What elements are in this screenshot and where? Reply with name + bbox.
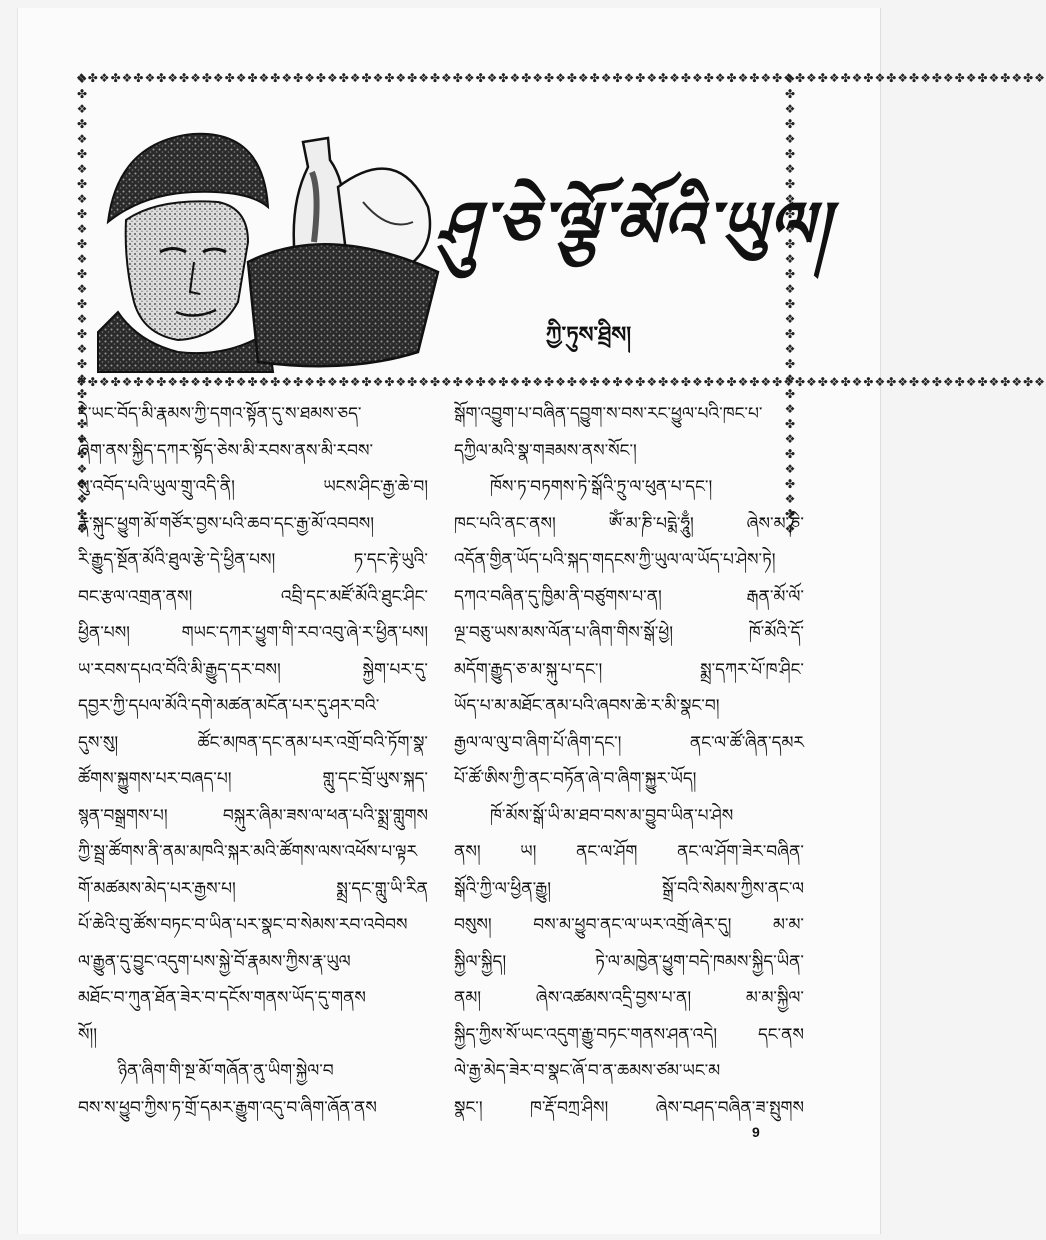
body-line: ཁོས་ཏ་བཏགས་ཏེ་སྒོའི་ཏྲུ་ལ་ཕུན་པ་དང་།: [490, 477, 713, 497]
ornamental-border-bottom: ❖✤❖✤❖✤❖✤❖✤❖✤❖✤❖✤❖✤❖✤❖✤❖✤❖✤❖✤❖✤❖✤❖✤❖✤❖✤❖✤❖✤❖✤❖✤❖✤❖✤❖✤❖✤❖✤❖✤❖✤❖✤❖✤❖✤❖✤❖✤❖✤❖✤❖✤❖✤❖✤❖✤❖✤❖: [76, 375, 1046, 389]
body-line: སྙན་བསྒྲགས་པ། བསྐུར་ཞིམ་ཟས་ལ་ཕན་པའི་སྨྲ་གླུགས: [78, 805, 428, 826]
ornamental-border-left: ❖✤❖✤❖✤❖✤❖✤❖✤❖✤❖✤❖✤❖✤❖✤❖✤❖✤❖✤❖✤❖: [75, 72, 89, 537]
body-line: སྒོག་འབྱུག་པ་བཞིན་དབྱུག་ས་བས་རང་ཕྱུལ་པའི་ཁང་པ་: [454, 404, 763, 424]
body-line: མདོག་རྒྱུད་ཅ་མ་སྐུ་པ་དང་། སྨྲ་དཀར་པོ་ཁ་ཤིང་: [454, 659, 804, 680]
body-line: དུས་སུ། ཚོང་མཁན་དང་ནམ་པར་འགྲོ་བའི་ཏོག་སྣ་: [78, 732, 428, 753]
body-line: ཡོད་པ་མ་མཐོང་ནམ་པའི་ཞབས་ཆེ་ར་མི་སྣང་བ།: [454, 696, 720, 716]
body-line: དེ་ཡང་བོད་མི་རྣམས་ཀྱི་དགའ་སྟོན་དུ་ས་ཐམས་ཅད་: [78, 404, 362, 424]
body-line: ཡ་རབས་དཔའ་བོའི་མི་རྒྱུད་དར་བས། སྐྱེག་པར་དུ་: [78, 659, 428, 680]
body-line: དབྱར་ཀྱི་དཔལ་མོའི་དགེ་མཚན་མངོན་པར་དུ་ཤར་བའི་: [78, 696, 380, 716]
article-title: ཤུ་ཅེ་ལྕོ་མོའི་ཡུལ།: [438, 188, 832, 263]
body-line: བསུས། བས་མ་ཕྱུབ་ནང་ལ་ཡར་འགྲོ་ཞེར་དུ། མ་མ་: [454, 915, 804, 935]
body-line: ཚོགས་སྐྱུགས་པར་བཞད་པ། གླུ་དང་བྲོ་ཡུས་སྐད་: [78, 769, 428, 789]
body-line: བང་རྩལ་འགྲན་ནས། འབྲི་དང་མཛོ་མོའི་ཐུང་ཤིང་: [78, 586, 428, 607]
body-line: ཁོ་མོས་སྒོ་ཡི་མ་ཐབ་བས་མ་བྱུབ་ཡིན་པ་ཤེས: [490, 805, 734, 826]
body-line: མཐོང་བ་ཀུན་ཐོན་ཟེར་བ་དངོས་གནས་ཡོད་དུ་གནས: [78, 988, 366, 1008]
body-line: སྣང་། ཁ་རྡོ་བཀྲ་ཤིས། ཞེས་བཤད་བཞིན་ཟ་སྤུགས: [454, 1097, 804, 1118]
body-line: བས་ས་ཕྱུབ་ཀྱིས་ཏ་གྲོ་དམར་རྒྱུག་འདུ་བ་ཞིག་ཞོན་ནས: [78, 1097, 377, 1118]
body-line: ཀྱི་སྦྲ་ཚོགས་ནི་ནམ་མཁའི་སྐར་མའི་ཚོགས་ལས་འཕོས་པ་ལྟར: [78, 842, 418, 862]
body-line: དཀའ་བཞིན་དུ་ཁྱིམ་ནི་བཙུགས་པ་ན། རྒན་མོ་ལོ་: [454, 586, 804, 607]
body-line: རྒྱལ་ལ་ལུ་བ་ཞིག་པོ་ཞིག་དང་། ནང་ལ་ཚོ་ཞིན་དམར: [454, 732, 804, 753]
body-line: ཁང་པའི་ནང་ནས། ཨོཾ་མ་ཎི་པདྨེ་ཧཱུྃ། ཞེས་མ་ཎི་: [454, 513, 804, 534]
body-line: སོ།།: [78, 1024, 98, 1045]
body-line: ཕྱིན་པས། གཡང་དཀར་ཕྱུག་གི་རབ་འབུ་ཞེ་ར་ཕྱིན་པས།: [78, 623, 428, 643]
body-line: སྒོའི་ཀྱི་ལ་ཕྱིན་རྒྱུ། སྒྲོ་བའི་སེམས་ཀྱིས་ནང་ལ: [454, 878, 804, 899]
body-line: སྐྱིལ་སྐྱིད། ཏེ་ལ་མཁྱེན་ཕྱུག་བདེ་ཁམས་སྐྱིད་ཡིན་: [454, 951, 804, 972]
body-line: གོ་མཚམས་མེད་པར་རྒྱས་པ། སྨྲ་དང་གླུ་ཡི་རིན: [78, 878, 428, 899]
body-line: ལེ་རྒྱ་མེད་ཟེར་བ་སྣང་ཞོ་བ་ན་ཆམས་ཙམ་ཡང་མ: [454, 1061, 721, 1081]
page-number: 9: [752, 1124, 760, 1140]
body-line: ལྔ་བཅུ་ཡས་མས་ལོན་པ་ཞིག་གིས་སྒོ་ཕྱེ། ཁོ་མོའི་དོ་: [454, 623, 804, 643]
body-line: རྣ་སྐུང་ཕྱུག་མོ་གཙོར་བྱས་པའི་ཆབ་དང་རྒྱ་མོ་འབབས།: [78, 513, 374, 534]
body-line: པོ་ཚོ་ཨིས་ཀྱི་ནང་བཏོན་ཞེ་བ་ཞིག་སྐྱུར་ཡོད།: [454, 769, 697, 789]
body-line: སྐྱིད་ཀྱིས་སོ་ཡང་འདུག་རྒྱུ་བཏང་གནས་ཤན་འདེ། དང་ནས: [454, 1024, 804, 1045]
body-line: ནས། ཡ། ནང་ལ་ཤོག ནང་ལ་ཤོག་ཟེར་བཞིན་: [454, 842, 804, 862]
ornamental-border-right: ❖✤❖✤❖✤❖✤❖✤❖✤❖✤❖✤❖✤❖✤❖✤❖✤❖✤❖✤❖✤❖: [783, 72, 797, 537]
body-line: ཞིག་ནས་སྐྱིད་དཀར་སྟོད་ཅེས་མི་རབས་ནས་མི་རབས་: [78, 440, 374, 461]
soldier-illustration: [98, 112, 438, 372]
right-column: [454, 396, 804, 1126]
ornamental-border-top: ❖✤❖✤❖✤❖✤❖✤❖✤❖✤❖✤❖✤❖✤❖✤❖✤❖✤❖✤❖✤❖✤❖✤❖✤❖✤❖✤❖✤❖✤❖✤❖✤❖✤❖✤❖✤❖✤❖✤❖✤❖✤❖✤❖✤❖✤❖✤❖✤❖✤❖✤❖✤❖✤❖✤❖✤❖: [76, 71, 1046, 85]
body-line: སུ་འབོད་པའི་ཡུལ་གྲུ་འདི་ནི། ཡངས་ཤིང་རྒྱ་ཆེ་བ།: [78, 477, 428, 497]
body-line: འདོན་གྱིན་ཡོད་པའི་སྐད་གདངས་ཀྱི་ཡུལ་ལ་ཡོད་པ་ཤེས་ཏེ།: [454, 550, 776, 570]
body-line: དཀྱིལ་མའི་སྣ་གཟམས་ནས་སོང་།: [454, 440, 637, 461]
left-column: [78, 396, 428, 1126]
body-line: ཉིན་ཞིག་གི་སྔ་མོ་གཞོན་ནུ་ཡིག་སྐྱེལ་བ: [118, 1061, 334, 1081]
author-byline: ཀྱི་ཏུས་ཐྲིས།: [546, 323, 632, 348]
body-line: རི་རྒྱུད་སྔོན་མོའི་ཐུལ་རྩེ་དེ་ཕྱིན་པས། ཏ་དང་རྟེ་ཡུའི་: [78, 550, 428, 570]
body-line: པོ་ཆེའི་བུ་ཚོས་བཏང་བ་ཡིན་པར་སྣང་བ་སེམས་རབ་འབེབས: [78, 915, 408, 935]
body-line: ལ་རྒྱུན་དུ་བྱུང་འདུག་པས་སྐྱེ་བོ་རྣམས་ཀྱིས་རྣ་ཡུལ: [78, 951, 351, 972]
body-line: ནམ། ཞེས་འཚམས་འདྲི་བྱས་པ་ན། མ་མ་སྐྱིལ་: [454, 988, 804, 1008]
